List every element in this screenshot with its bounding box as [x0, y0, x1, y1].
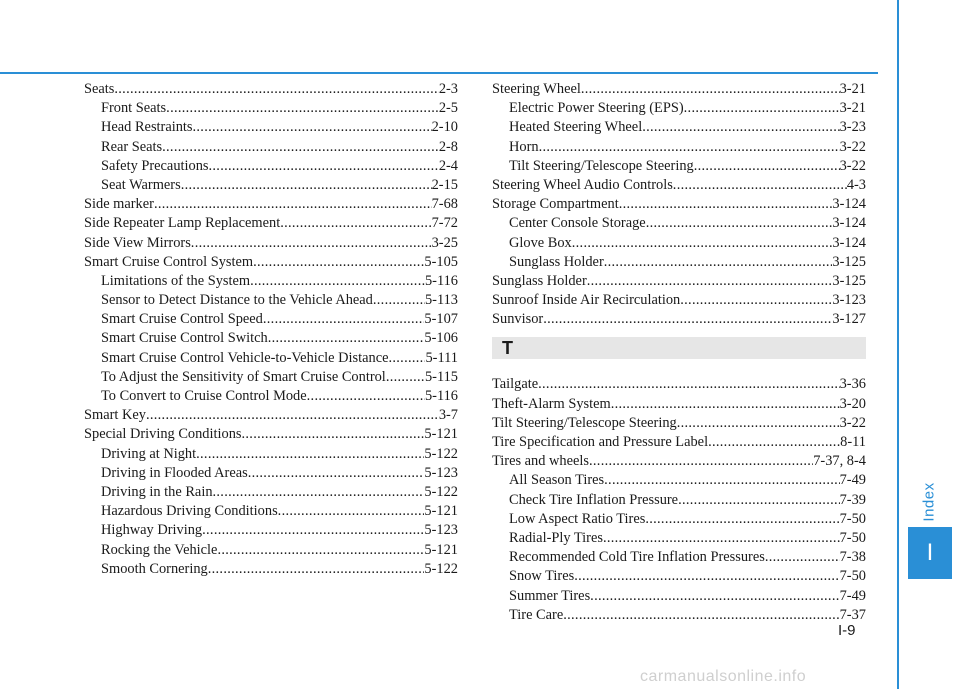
index-subentry[interactable]: [492, 253, 866, 272]
index-column-right: [492, 80, 866, 625]
entry-page: 2-15: [431, 176, 458, 193]
entry-text: Tires and wheels: [492, 453, 589, 470]
entry-page: 3-22: [839, 138, 866, 155]
entry-leader-dots: [645, 510, 839, 529]
side-rule: [897, 0, 899, 689]
entry-text: Radial-Ply Tires: [509, 529, 603, 546]
page-number: I-9: [838, 622, 856, 639]
entry-page: 3-7: [438, 407, 458, 424]
entry-leader-dots: [563, 606, 839, 625]
entry-leader-dots: [202, 521, 424, 540]
entry-leader-dots: [673, 176, 847, 195]
entry-leader-dots: [589, 452, 813, 471]
entry-page: 5-116: [424, 388, 458, 404]
entry-leader-dots: [280, 214, 431, 233]
entry-leader-dots: [543, 310, 832, 329]
entry-text: Tire Care: [509, 606, 564, 623]
index-subentry[interactable]: [84, 483, 458, 502]
entry-page: 5-113: [424, 292, 458, 309]
index-subentry[interactable]: [84, 521, 458, 540]
index-subentry[interactable]: [84, 157, 458, 176]
entry-page: 8-11: [840, 434, 866, 450]
entry-text: Driving at Night: [101, 445, 197, 462]
entry-leader-dots: [538, 375, 839, 394]
entry-text: Summer Tires: [509, 587, 591, 604]
entry-page: 2-10: [431, 119, 458, 136]
index-entry[interactable]: [492, 291, 866, 310]
entry-page: 7-50: [839, 529, 866, 546]
index-subentry[interactable]: [84, 349, 458, 368]
index-subentry[interactable]: [84, 387, 458, 406]
index-subentry[interactable]: [84, 464, 458, 483]
entry-text: Smart Cruise Control Speed: [101, 311, 263, 328]
entry-text: To Convert to Cruise Control Mode: [101, 388, 307, 404]
entry-text: Special Driving Conditions: [84, 426, 242, 443]
entry-page: 7-50: [839, 510, 866, 527]
entry-text: Tire Specification and Pressure Label: [492, 434, 709, 450]
entry-page: 5-121: [424, 541, 458, 558]
entry-page: 3-125: [832, 253, 866, 270]
index-entry[interactable]: [84, 214, 458, 233]
entry-text: Low Aspect Ratio Tires: [509, 510, 646, 527]
index-subentry[interactable]: [84, 310, 458, 329]
entry-leader-dots: [209, 157, 439, 176]
entry-leader-dots: [604, 253, 833, 272]
top-rule: [0, 72, 878, 74]
index-subentry[interactable]: [492, 118, 866, 137]
entry-leader-dots: [539, 138, 840, 157]
entry-text: Safety Precautions: [101, 157, 209, 174]
entry-leader-dots: [146, 406, 439, 425]
index-subentry[interactable]: [492, 157, 866, 176]
entry-leader-dots: [181, 176, 432, 195]
index-subentry[interactable]: [492, 234, 866, 253]
index-subentry[interactable]: [492, 99, 866, 118]
entry-page: 7-39: [839, 491, 866, 508]
entry-leader-dots: [619, 195, 833, 214]
entry-text: Recommended Cold Tire Inflation Pressures: [509, 549, 765, 566]
entry-leader-dots: [208, 560, 425, 579]
entry-leader-dots: [678, 491, 840, 510]
entry-leader-dots: [196, 445, 424, 464]
entry-text: Side View Mirrors: [84, 234, 191, 251]
entry-page: 7-38: [839, 549, 866, 566]
index-subentry[interactable]: [84, 502, 458, 521]
entry-page: 3-23: [839, 119, 866, 136]
side-index-tab[interactable]: [897, 0, 960, 689]
entry-page: 5-123: [424, 522, 458, 539]
entry-page: 2-3: [438, 81, 458, 97]
index-subentry[interactable]: [84, 99, 458, 118]
entry-leader-dots: [154, 195, 432, 214]
entry-text: Head Restraints: [101, 119, 193, 136]
entry-page: 2-5: [438, 100, 458, 117]
index-subentry[interactable]: [492, 471, 866, 490]
index-entry[interactable]: [492, 176, 866, 195]
entry-page: 3-123: [832, 292, 866, 309]
entry-page: 3-22: [839, 414, 866, 431]
entry-page: 7-37: [839, 606, 866, 623]
entry-text: Smooth Cornering: [101, 560, 208, 577]
index-entry[interactable]: [492, 452, 866, 471]
index-subentry[interactable]: [84, 560, 458, 579]
entry-leader-dots: [263, 310, 425, 329]
entry-text: Check Tire Inflation Pressure: [509, 491, 679, 508]
index-entry[interactable]: [84, 80, 458, 99]
index-entry[interactable]: [492, 414, 866, 433]
entry-leader-dots: [114, 80, 438, 99]
entry-page: 7-37, 8-4: [813, 453, 866, 470]
index-entry[interactable]: [492, 80, 866, 99]
index-section-t: [492, 375, 866, 624]
entry-page: 3-21: [839, 81, 866, 97]
entry-leader-dots: [684, 99, 840, 118]
entry-page: 5-121: [424, 503, 458, 520]
entry-page: 2-8: [438, 138, 458, 155]
entry-leader-dots: [386, 368, 425, 387]
entry-leader-dots: [213, 483, 425, 502]
entry-text: Smart Cruise Control Vehicle-to-Vehicle Distance: [101, 349, 389, 366]
entry-leader-dots: [248, 464, 425, 483]
entry-page: 3-124: [832, 196, 866, 213]
entry-leader-dots: [250, 272, 425, 291]
entry-text: Heated Steering Wheel: [509, 119, 643, 136]
entry-leader-dots: [193, 118, 432, 137]
entry-page: 3-124: [832, 215, 866, 232]
entry-text: Sunglass Holder: [492, 272, 587, 289]
index-subentry[interactable]: [492, 214, 866, 233]
entry-page: 3-20: [839, 395, 866, 412]
index-subentry[interactable]: [84, 272, 458, 291]
entry-text: Tailgate: [492, 376, 539, 393]
entry-page: 5-122: [424, 445, 458, 462]
entry-leader-dots: [642, 118, 839, 137]
index-section-s: [492, 80, 866, 329]
entry-leader-dots: [708, 433, 840, 452]
entry-text: Seats: [84, 81, 115, 97]
section-header-t: [492, 337, 866, 359]
entry-leader-dots: [581, 80, 840, 99]
entry-page: 7-49: [839, 587, 866, 604]
entry-page: 5-122: [424, 560, 458, 577]
entry-leader-dots: [217, 541, 424, 560]
entry-leader-dots: [694, 157, 840, 176]
entry-text: Side Repeater Lamp Replacement: [84, 215, 281, 232]
entry-leader-dots: [603, 529, 840, 548]
entry-text: Storage Compartment: [492, 196, 619, 213]
entry-page: 3-22: [839, 157, 866, 174]
entry-text: Sensor to Detect Distance to the Vehicle Ahead: [101, 292, 373, 309]
entry-text: Tilt Steering/Telescope Steering: [509, 157, 694, 174]
entry-page: 5-111: [425, 349, 458, 366]
index-subentry[interactable]: [492, 548, 866, 567]
entry-text: Steering Wheel Audio Controls: [492, 176, 673, 193]
entry-page: 3-36: [839, 376, 866, 393]
watermark: carmanualsonline.info: [640, 668, 807, 685]
entry-page: 3-25: [431, 234, 458, 251]
entry-page: 4-3: [846, 176, 866, 193]
entry-text: Sunroof Inside Air Recirculation: [492, 292, 681, 309]
index-subentry[interactable]: [492, 567, 866, 586]
entry-page: 5-121: [424, 426, 458, 443]
entry-leader-dots: [677, 414, 840, 433]
index-subentry[interactable]: [84, 541, 458, 560]
entry-leader-dots: [307, 387, 425, 406]
entry-text: Glove Box: [509, 234, 572, 251]
entry-leader-dots: [587, 272, 833, 291]
index-subentry[interactable]: [84, 176, 458, 195]
entry-leader-dots: [680, 291, 832, 310]
side-index-letter: I: [908, 527, 952, 579]
entry-text: To Adjust the Sensitivity of Smart Cruise Control: [101, 368, 386, 385]
index-subentry[interactable]: [84, 138, 458, 157]
index-subentry[interactable]: [84, 118, 458, 137]
entry-page: 3-21: [839, 100, 866, 117]
index-subentry[interactable]: [492, 138, 866, 157]
index-entry[interactable]: [492, 433, 866, 452]
entry-text: Smart Cruise Control System: [84, 253, 254, 270]
entry-page: 7-49: [839, 472, 866, 489]
entry-leader-dots: [590, 587, 839, 606]
entry-text: Center Console Storage: [509, 215, 646, 232]
side-index-label-text: Index: [920, 482, 938, 522]
entry-leader-dots: [388, 349, 425, 368]
index-subentry[interactable]: [492, 606, 866, 625]
entry-text: Hazardous Driving Conditions: [101, 503, 278, 520]
index-entry[interactable]: [492, 195, 866, 214]
entry-text: Electric Power Steering (EPS): [509, 100, 684, 117]
entry-text: Sunglass Holder: [509, 253, 604, 270]
index-subentry[interactable]: [84, 291, 458, 310]
index-subentry[interactable]: [84, 368, 458, 387]
entry-page: 2-4: [438, 157, 458, 174]
entry-text: Front Seats: [101, 100, 167, 117]
index-subentry[interactable]: [84, 329, 458, 348]
index-subentry[interactable]: [492, 491, 866, 510]
entry-page: 7-50: [839, 568, 866, 585]
index-column-left: [84, 80, 458, 579]
entry-text: Steering Wheel: [492, 81, 581, 97]
entry-text: Rear Seats: [101, 138, 163, 155]
entry-page: 5-105: [424, 253, 458, 270]
entry-text: Highway Driving: [101, 522, 203, 539]
entry-page: 3-127: [832, 311, 866, 328]
entry-text: Sunvisor: [492, 311, 544, 328]
entry-text: Side marker: [84, 196, 154, 213]
entry-page: 5-106: [424, 330, 458, 347]
index-entry[interactable]: [492, 310, 866, 329]
index-entry[interactable]: [492, 375, 866, 394]
entry-leader-dots: [373, 291, 425, 310]
index-entry[interactable]: [492, 395, 866, 414]
index-entry[interactable]: [84, 234, 458, 253]
entry-text: Theft-Alarm System: [492, 395, 611, 412]
entry-page: 5-116: [424, 272, 458, 289]
entry-page: 5-122: [424, 483, 458, 500]
entry-page: 3-125: [832, 272, 866, 289]
index-subentry[interactable]: [492, 587, 866, 606]
entry-leader-dots: [646, 214, 833, 233]
entry-leader-dots: [268, 329, 425, 348]
entry-leader-dots: [765, 548, 840, 567]
entry-text: Seat Warmers: [101, 176, 181, 193]
entry-page: 3-124: [832, 234, 866, 251]
entry-text: All Season Tires: [509, 472, 605, 489]
entry-text: Smart Cruise Control Switch: [101, 330, 268, 347]
section-letter: T: [502, 338, 513, 359]
entry-page: 5-123: [424, 464, 458, 481]
entry-text: Driving in the Rain: [101, 483, 213, 500]
entry-text: Tilt Steering/Telescope Steering: [492, 414, 677, 431]
index-subentry[interactable]: [492, 529, 866, 548]
entry-leader-dots: [574, 567, 839, 586]
entry-text: Snow Tires: [509, 568, 575, 585]
entry-page: 5-107: [424, 311, 458, 328]
index-entry[interactable]: [84, 253, 458, 272]
entry-leader-dots: [166, 99, 439, 118]
entry-page: 7-72: [431, 215, 458, 232]
entry-page: 7-68: [431, 196, 458, 213]
index-entry[interactable]: [84, 195, 458, 214]
entry-text: Smart Key: [84, 407, 146, 424]
index-entry[interactable]: [84, 406, 458, 425]
entry-text: Limitations of the System: [101, 272, 251, 289]
entry-leader-dots: [253, 253, 424, 272]
entry-text: Rocking the Vehicle: [101, 541, 218, 558]
index-entry[interactable]: [84, 425, 458, 444]
index-subentry[interactable]: [492, 510, 866, 529]
entry-leader-dots: [611, 395, 840, 414]
entry-text: Driving in Flooded Areas: [101, 464, 248, 481]
index-subentry[interactable]: [84, 445, 458, 464]
entry-leader-dots: [604, 471, 839, 490]
entry-text: Horn: [509, 138, 539, 155]
index-entry[interactable]: [492, 272, 866, 291]
entry-leader-dots: [572, 234, 833, 253]
entry-leader-dots: [191, 234, 432, 253]
entry-leader-dots: [278, 502, 425, 521]
entry-leader-dots: [162, 138, 439, 157]
entry-leader-dots: [242, 425, 425, 444]
entry-page: 5-115: [424, 368, 458, 385]
